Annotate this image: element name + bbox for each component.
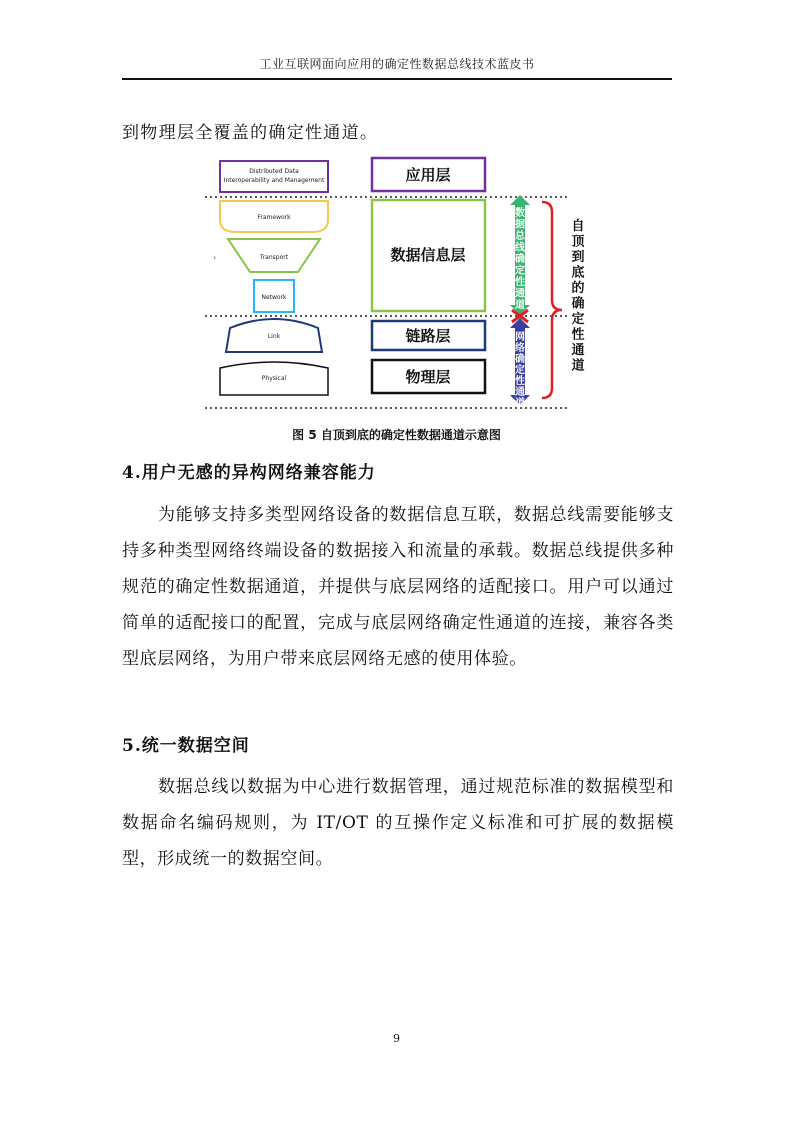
brace-text-char: 自 — [571, 219, 585, 234]
brace-text-char: 的 — [571, 281, 585, 296]
blue-arrow-text-char: 通 — [515, 387, 525, 398]
stack-network-label: Network — [261, 294, 287, 301]
blue-arrow-text-char: 络 — [515, 343, 525, 354]
green-arrow — [510, 195, 530, 315]
layer-application-label: 应用层 — [405, 166, 451, 184]
brace-text-char: 底 — [571, 265, 585, 281]
brace-text-char: 到 — [571, 250, 585, 265]
brace-text — [570, 218, 585, 374]
middle-layers — [372, 158, 485, 393]
blue-arrow-text-char: 性 — [515, 376, 525, 387]
section-4-heading: 4.用户无感的异构网络兼容能力 — [122, 463, 376, 483]
blue-arrow-text-char: 确 — [515, 354, 525, 365]
green-arrow-text-char: 通 — [515, 288, 525, 300]
stack-link-label: Link — [267, 333, 281, 340]
green-arrow-text-char: 线 — [515, 242, 525, 254]
blue-arrow-text — [515, 330, 525, 409]
left-stack — [213, 161, 328, 395]
green-arrow-text-char: 据 — [515, 219, 525, 231]
green-arrow-text-char: 道 — [515, 300, 525, 311]
header-rule — [122, 78, 672, 80]
brace-text-char: 性 — [571, 327, 585, 343]
brace-text-char: 通 — [571, 343, 585, 358]
section-5-body: 数据总线以数据为中心进行数据管理，通过规范标准的数据模型和数据命名编码规则，为 IT/OT 的互操作定义标准和可扩展的数据模型，形成统一的数据空间。 — [122, 777, 674, 869]
blue-arrow-text-char: 定 — [515, 365, 525, 376]
green-arrow-text-char: 数 — [515, 208, 525, 219]
layer-link-label: 链路层 — [405, 327, 451, 345]
brace-text-char: 顶 — [571, 234, 585, 250]
layer-physical-label: 物理层 — [405, 368, 451, 386]
stack-dds-label: Distributed Data — [249, 168, 299, 175]
layer-data-label: 数据信息层 — [390, 246, 466, 264]
brace-text-char: 确 — [571, 296, 585, 312]
red-brace — [542, 202, 562, 398]
figure-caption: 图 5 自顶到底的确定性数据通道示意图 — [292, 428, 501, 442]
blue-arrow-text-char: 道 — [515, 398, 525, 409]
blue-arrow — [510, 318, 530, 409]
stack-dds-label2: Interoperability and Management — [223, 177, 325, 184]
blue-arrow-text-char: 网 — [515, 332, 525, 343]
green-arrow-text-char: 确 — [515, 254, 525, 265]
side-mark: › — [213, 253, 217, 262]
section-4-body: 为能够支持多类型网络设备的数据信息互联，数据总线需要能够支持多种类型网络终端设备的数据接入和流量的承载。数据总线提供多种规范的确定性数据通道，并提供与底层网络的适配接口。用户可以通过简单的适配接口的配置，完成与底层网络确定性通道的连接，兼容各类型底层网络，为用户带来底层网络无感的使用体验。 — [122, 505, 674, 669]
green-arrow-text-char: 定 — [515, 265, 525, 277]
green-arrow-text — [514, 206, 526, 311]
header-title: 工业互联网面向应用的确定性数据总线技术蓝皮书 — [259, 57, 535, 71]
brace-text-char: 定 — [571, 312, 585, 327]
figure-deterministic-channel — [200, 150, 600, 418]
brace-text-char: 道 — [571, 358, 585, 374]
stack-transport-label: Transport — [259, 254, 289, 261]
intro-line: 到物理层全覆盖的确定性通道。 — [122, 123, 379, 143]
green-arrow-text-char: 性 — [515, 277, 525, 288]
stack-framework-label: Framework — [257, 214, 291, 221]
section-5-heading: 5.统一数据空间 — [122, 736, 250, 756]
green-arrow-text-char: 总 — [515, 231, 525, 242]
stack-physical-label: Physical — [261, 375, 287, 382]
page-number: 9 — [393, 1032, 400, 1045]
